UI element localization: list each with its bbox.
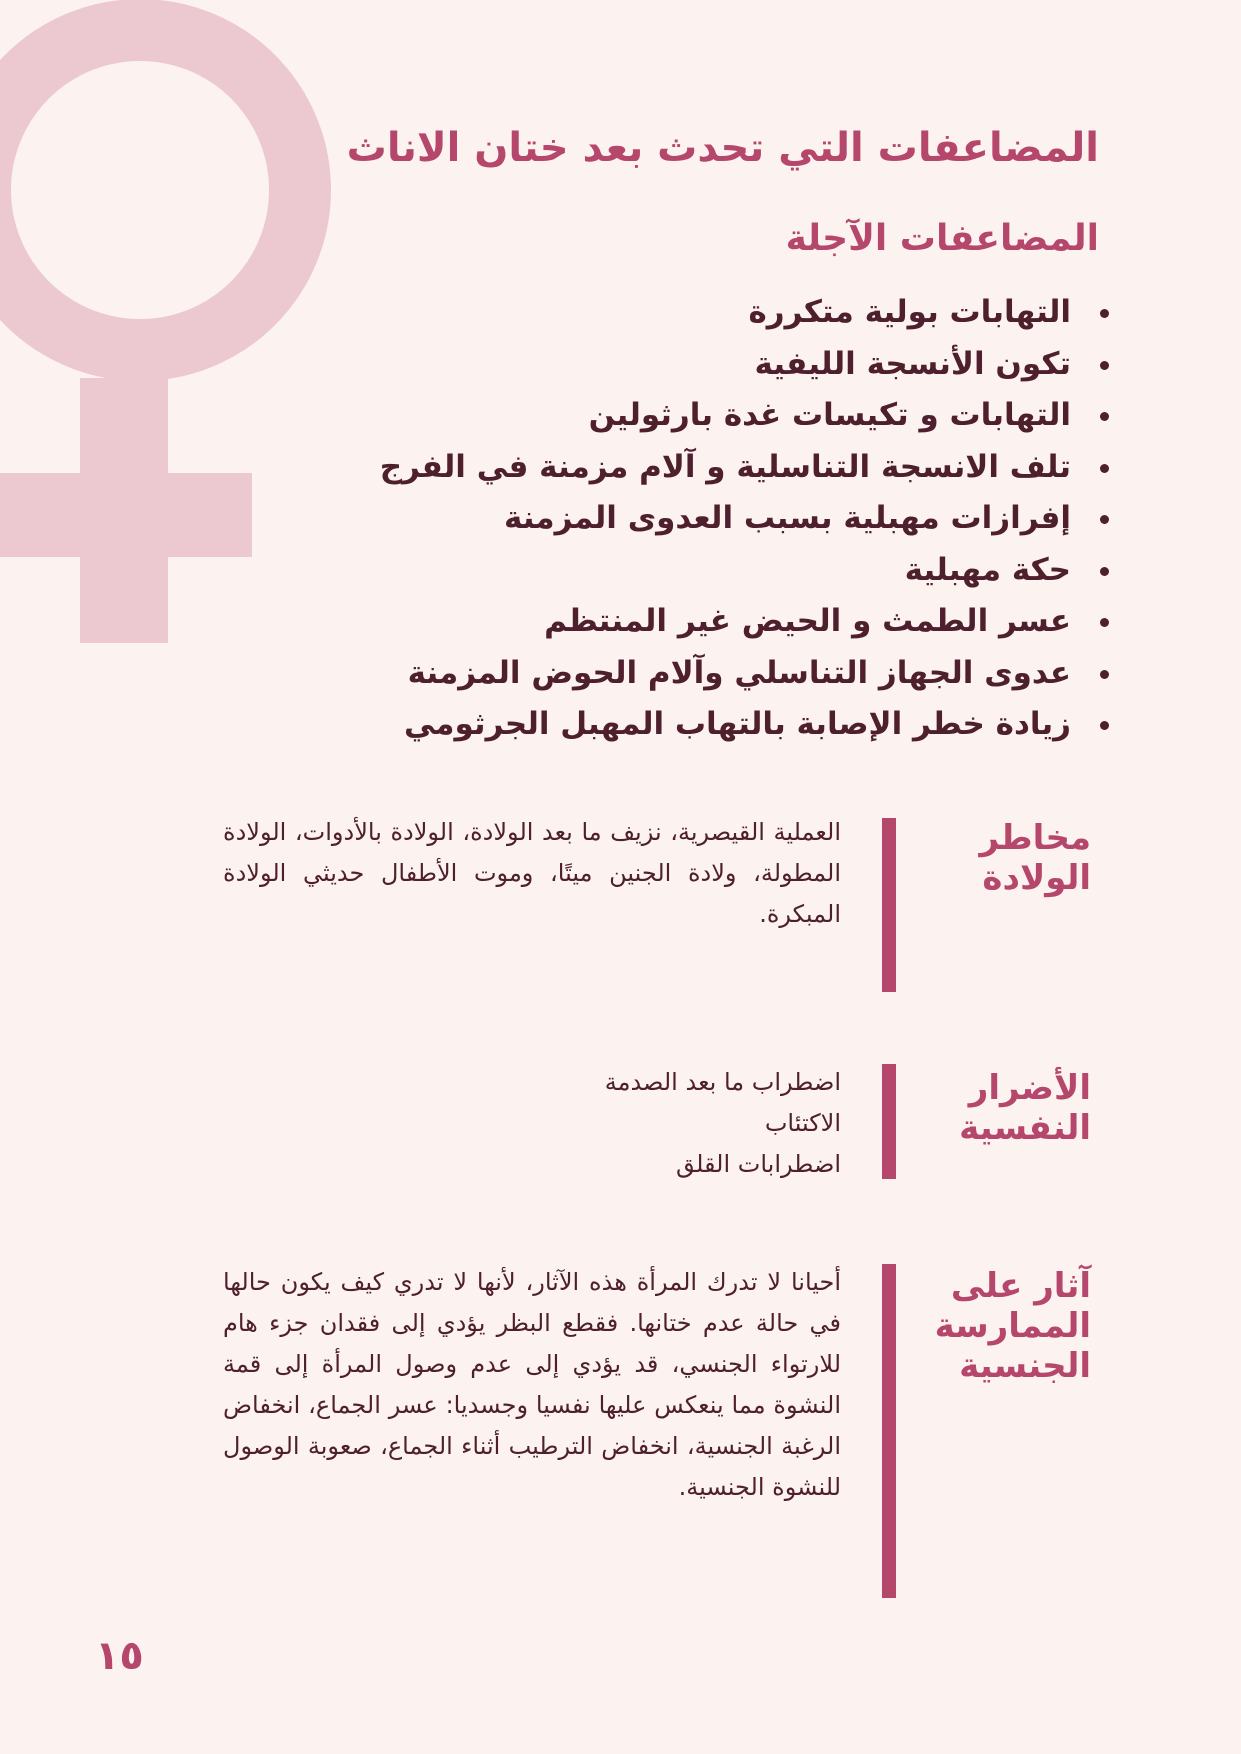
section-divider-bar	[882, 1264, 896, 1598]
list-item: اضطرابات القلق	[676, 1150, 841, 1178]
section-title: الأضرار النفسية	[959, 1068, 1091, 1148]
list-item: اضطراب ما بعد الصدمة	[604, 1068, 841, 1096]
section-subtitle: المضاعفات الآجلة	[785, 218, 1099, 259]
list-item: تلف الانسجة التناسلية و آلام مزمنة في الفرج	[213, 442, 1113, 494]
section-body: أحيانا لا تدرك المرأة هذه الآثار، لأنها لا تدري كيف يكون حالها في حالة عدم ختانها. فقطع البظر يؤدي إلى فقدان جزء هام للارتواء الجنسي، قد يؤدي إلى عدم وصول المرأة إلى قمة النشوة مما ينعكس عليها نفسيا وجسديا: عسر الجماع، انخفاض الرغبة الجنسية، انخفاض الترطيب أثناء الجماع، صعوبة الوصول للنشوة الجنسية.	[223, 1268, 841, 1501]
list-item: عسر الطمث و الحيض غير المنتظم	[213, 596, 1113, 648]
list-item: حكة مهبلية	[213, 545, 1113, 597]
section-title: آثار على الممارسة الجنسية	[934, 1266, 1091, 1386]
list-item: تكون الأنسجة الليفية	[213, 339, 1113, 391]
list-item: التهابات و تكيسات غدة بارثولين	[213, 390, 1113, 442]
list-item: زيادة خطر الإصابة بالتهاب المهبل الجرثومي	[213, 699, 1113, 751]
section-body: العملية القيصرية، نزيف ما بعد الولادة، الولادة بالأدوات، الولادة المطولة، ولادة الجنين ميتًا، وموت الأطفال حديثي الولادة المبكرة.	[223, 818, 841, 928]
page-number: ١٥	[95, 1633, 144, 1679]
page-title: المضاعفات التي تحدث بعد ختان الاناث	[346, 125, 1099, 171]
complications-list	[213, 287, 1113, 751]
section-divider-bar	[882, 818, 896, 992]
list-item: التهابات بولية متكررة	[213, 287, 1113, 339]
list-item: إفرازات مهبلية بسبب العدوى المزمنة	[213, 493, 1113, 545]
section-divider-bar	[882, 1064, 896, 1179]
section-title: مخاطر الولادة	[979, 818, 1091, 898]
section-lines	[223, 1062, 841, 1185]
list-item: الاكتئاب	[764, 1109, 841, 1137]
list-item: عدوى الجهاز التناسلي وآلام الحوض المزمنة	[213, 648, 1113, 700]
